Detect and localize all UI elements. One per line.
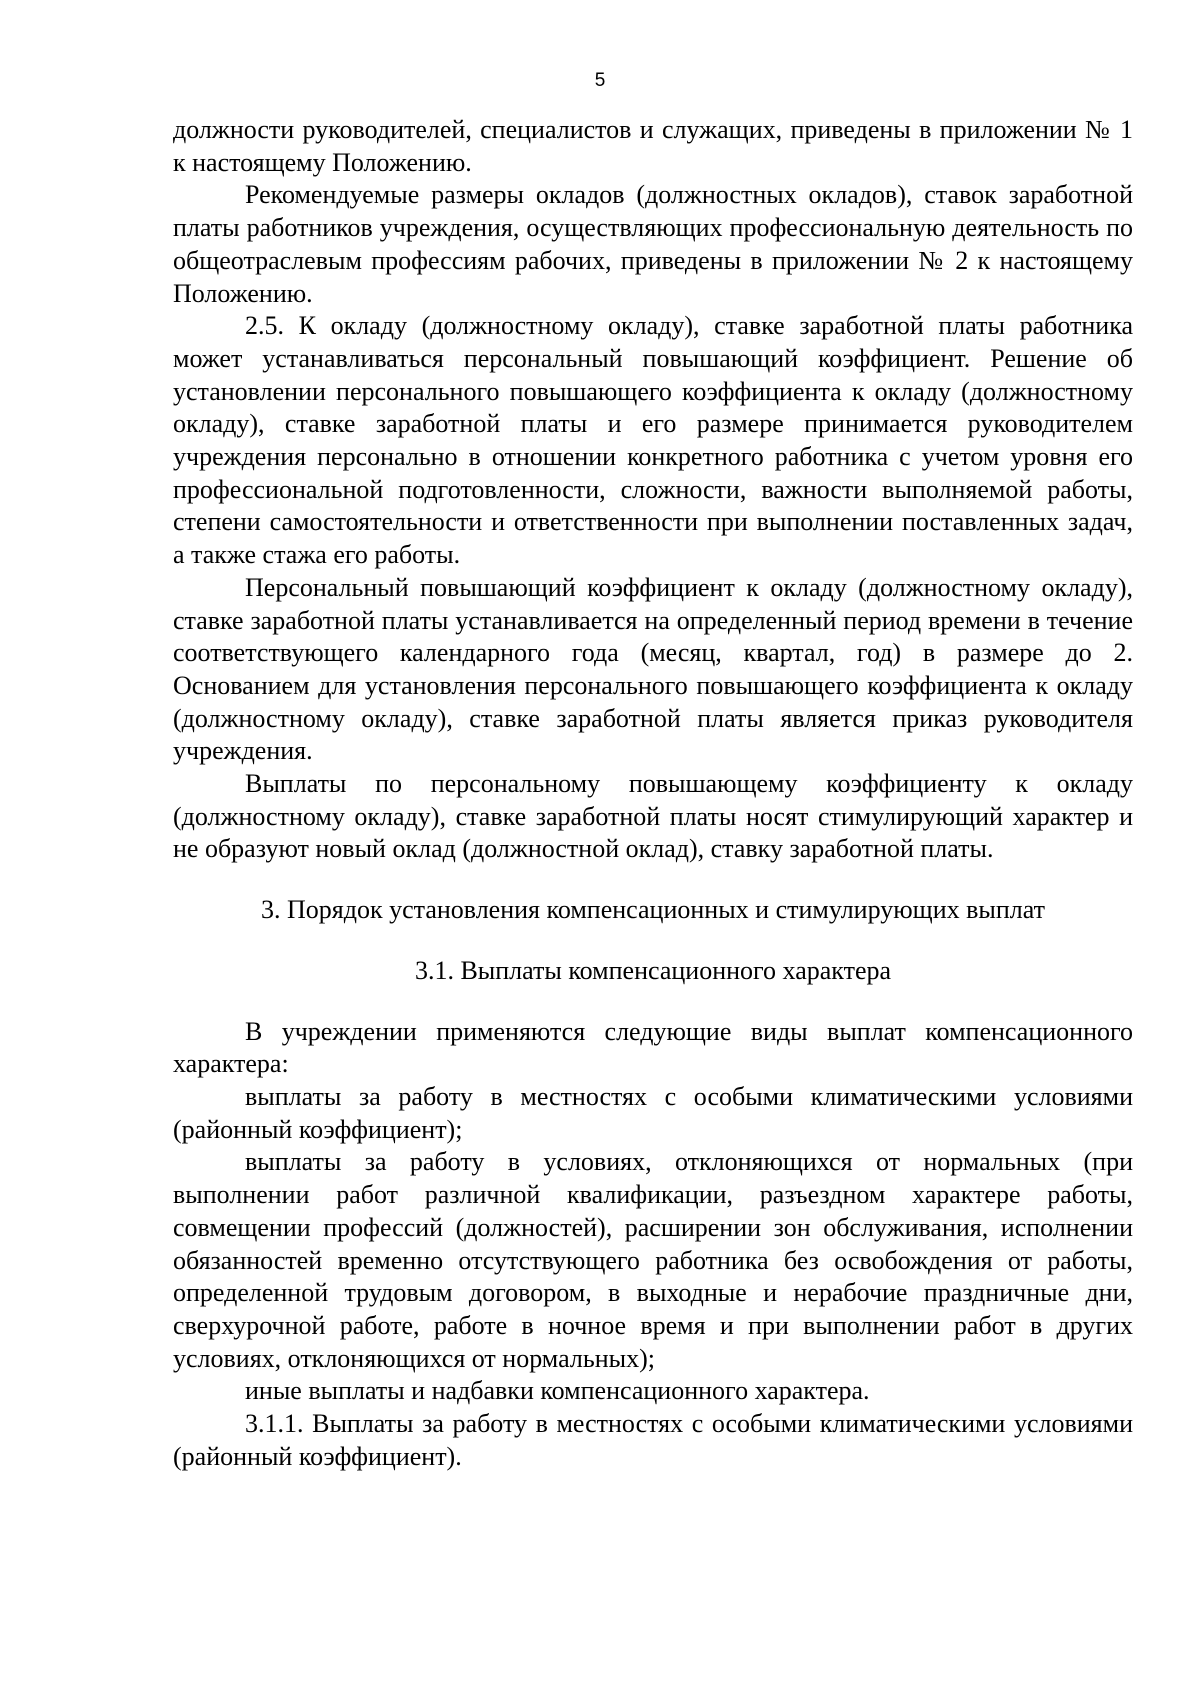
paragraph-2-5: 2.5. К окладу (должностному окладу), ставке заработной платы работника может устанавливаться персональный повышающий коэффициент. Решение об установлении персонального повышающего коэффициента к окладу (должностному окладу), ставке заработной платы и его размере принимается руководителем учреждения персонально в отношении конкретного работника с учетом уровня его профессиональной подготовленности, сложности, важности выполняемой работы, степени самостоятельности и ответственности при выполнении поставленных задач, а также стажа его работы. — [173, 311, 1133, 570]
paragraph-compensation-types: В учреждении применяются следующие виды выплат компенсационного характера: — [173, 1016, 1133, 1079]
paragraph-personal-coefficient: Персональный повышающий коэффициент к окладу (должностному окладу), ставке заработной платы устанавливается на определенный период времени в течение соответствующего календарного года (месяц, квартал, год) в размере до 2. Основанием для установления персонального повышающего коэффициента к окладу (должностному окладу), ставке заработной платы является приказ руководителя учреждения. — [173, 572, 1133, 766]
paragraph-3-1-1: 3.1.1. Выплаты за работу в местностях с особыми климатическими условиями (районный коэффициент). — [173, 1409, 1133, 1471]
section-3-heading: 3. Порядок установления компенсационных и стимулирующих выплат — [261, 895, 1045, 925]
list-item-abnormal-conditions: выплаты за работу в условиях, отклоняющихся от нормальных (при выполнении работ различной квалификации, разъездном характере работы, совмещении профессий (должностей), расширении зон обслуживания, исполнении обязанностей временно отсутствующего работника без освобождения от работы, определенной трудовым договором, в выходные и нерабочие праздничные дни, сверхурочной работе, работе в ночное время и при выполнении работ в других условиях, отклоняющихся от нормальных); — [173, 1147, 1133, 1373]
document-body — [173, 114, 1133, 1473]
page-number: 5 — [594, 70, 606, 91]
paragraph-continuation: должности руководителей, специалистов и служащих, приведены в приложении № 1 к настоящему Положению. — [173, 115, 1133, 177]
list-item-climatic: выплаты за работу в местностях с особыми климатическими условиями (районный коэффициент); — [173, 1081, 1133, 1144]
section-3-1-heading: 3.1. Выплаты компенсационного характера — [414, 955, 892, 985]
list-item-other-payments: иные выплаты и надбавки компенсационного характера. — [245, 1376, 870, 1406]
paragraph-coefficient-payments: Выплаты по персональному повышающему коэффициенту к окладу (должностному окладу), ставке заработной платы носят стимулирующий характер и не образуют новый оклад (должностной оклад), ставку заработной платы. — [173, 769, 1133, 864]
paragraph-recommended-salaries: Рекомендуемые размеры окладов (должностных окладов), ставок заработной платы работников учреждения, осуществляющих профессиональную деятельность по общеотраслевым профессиям рабочих, приведены в приложении № 2 к настоящему Положению. — [173, 180, 1133, 308]
